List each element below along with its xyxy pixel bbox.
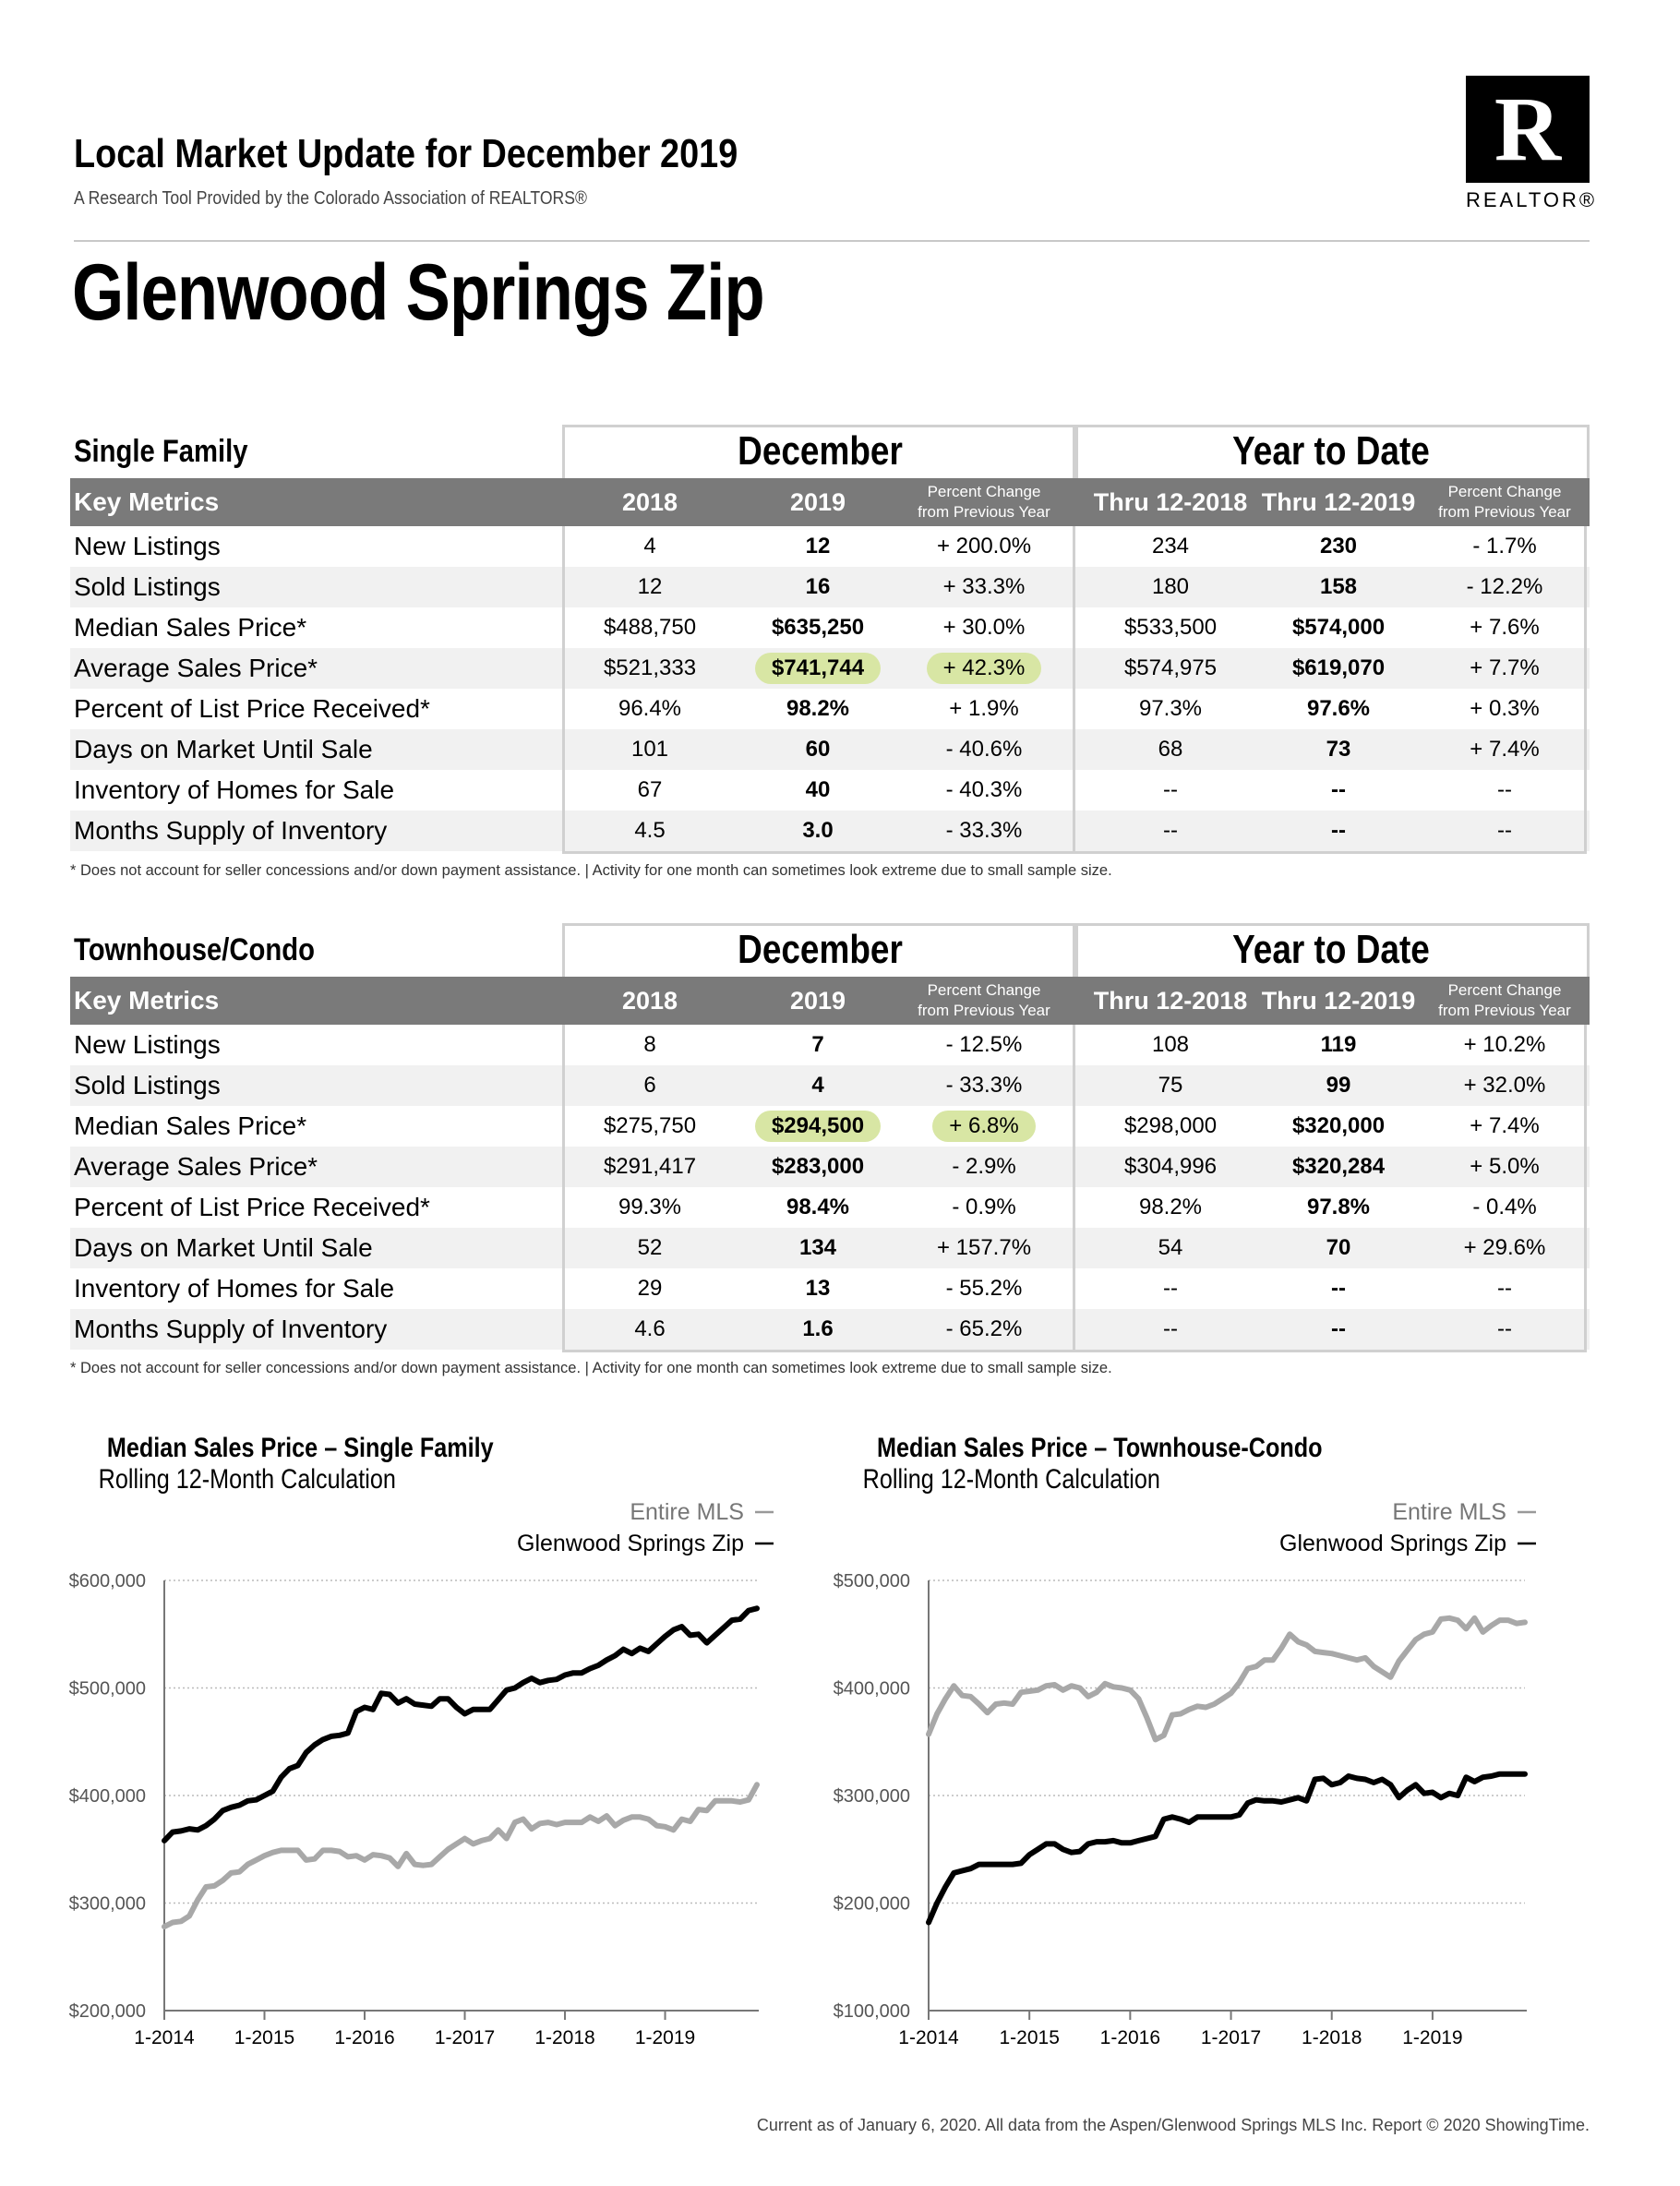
table-bottom-border xyxy=(562,851,1587,854)
table-row xyxy=(70,1309,1590,1350)
metric-value-m2019: 13 xyxy=(805,1276,831,1301)
metric-value-ypct: - 0.4% xyxy=(1472,1195,1537,1219)
realtor-logo-box xyxy=(1466,76,1590,183)
metric-value-y2019: 158 xyxy=(1319,574,1358,599)
metric-value-mpct: - 0.9% xyxy=(952,1195,1016,1219)
metric-value-m2019: 98.4% xyxy=(786,1195,850,1219)
table-row xyxy=(70,1268,1590,1309)
table-row xyxy=(70,729,1590,770)
header-pct-line1: Percent Change xyxy=(1447,483,1562,500)
metric-value-m2019: 40 xyxy=(805,777,831,802)
metric-value-m2019: 60 xyxy=(805,737,831,762)
y-tick-label: $400,000 xyxy=(68,1786,146,1807)
metric-value-ypct: + 7.7% xyxy=(1470,655,1540,680)
table-row xyxy=(70,770,1590,811)
metric-value-m2018: 29 xyxy=(637,1276,663,1301)
metric-value-ypct: + 32.0% xyxy=(1463,1073,1546,1098)
table-divider xyxy=(1073,1025,1075,1350)
metric-value-m2018: 8 xyxy=(643,1032,656,1057)
metric-value-m2019: 4 xyxy=(811,1073,824,1098)
y-tick-label: $200,000 xyxy=(68,2001,146,2022)
y-tick-label: $300,000 xyxy=(68,1893,146,1915)
series-line-entire-mls xyxy=(929,1618,1525,1740)
metric-value-y2018: $298,000 xyxy=(1123,1113,1218,1138)
metric-value-m2018: 67 xyxy=(637,777,663,802)
metric-value-y2019: $574,000 xyxy=(1291,615,1386,640)
metric-value-y2019: 97.6% xyxy=(1306,696,1371,721)
metric-value-m2019: $283,000 xyxy=(771,1154,865,1179)
y-tick-label: $500,000 xyxy=(68,1678,146,1700)
metric-value-y2019: $619,070 xyxy=(1291,655,1386,680)
metric-value-m2018: 52 xyxy=(637,1235,663,1260)
metric-value-m2018: 12 xyxy=(637,574,663,599)
header-pct-change-ytd xyxy=(1412,980,1597,1028)
metric-value-ypct: + 7.6% xyxy=(1470,615,1540,640)
table-divider xyxy=(562,1025,565,1350)
metric-value-m2018: 99.3% xyxy=(618,1195,682,1219)
metric-value-y2019: 119 xyxy=(1320,1032,1357,1057)
metric-value-m2019: 134 xyxy=(798,1235,837,1260)
metric-value-y2018: 68 xyxy=(1158,737,1183,762)
metric-label: Median Sales Price* xyxy=(74,613,307,642)
metric-value-y2019: 70 xyxy=(1326,1235,1351,1260)
metric-label: Months Supply of Inventory xyxy=(74,816,388,845)
metric-value-ypct: - 12.2% xyxy=(1466,574,1543,599)
metric-value-y2018: -- xyxy=(1163,1276,1178,1301)
metric-value-m2019: $635,250 xyxy=(771,615,865,640)
metric-value-ypct: + 29.6% xyxy=(1463,1235,1546,1260)
metric-value-mpct xyxy=(892,1106,1076,1147)
footer-note: Current as of January 6, 2020. All data from the Aspen/Glenwood Springs MLS Inc. Report © 2020 ShowingTime. xyxy=(756,2116,1590,2134)
report-subtitle: A Research Tool Provided by the Colorado Association of REALTORS® xyxy=(74,188,587,209)
table-row xyxy=(70,607,1590,648)
metric-label: Percent of List Price Received* xyxy=(74,694,430,723)
metric-value-y2018: -- xyxy=(1163,1316,1178,1341)
table-row xyxy=(70,1025,1590,1065)
legend-label: Entire MLS xyxy=(630,1499,744,1525)
footnote-single-family: * Does not account for seller concessions and/or down payment assistance. | Activity for one month can sometimes look extreme due to small sample size. xyxy=(70,862,1112,879)
metric-value-y2018: 98.2% xyxy=(1138,1195,1203,1219)
metric-value-y2018: 180 xyxy=(1151,574,1190,599)
header-pct-change-month xyxy=(892,980,1076,1028)
highlighted-value: + 42.3% xyxy=(927,653,1042,684)
header-pct-line2: from Previous Year xyxy=(918,503,1050,521)
metric-value-ypct: -- xyxy=(1497,777,1512,802)
group-label-month: December xyxy=(738,927,903,972)
chart-title-townhouse: Median Sales Price – Townhouse-Condo xyxy=(876,1433,1323,1463)
x-tick-label: 1-2019 xyxy=(1402,2027,1463,2048)
table-divider xyxy=(1073,526,1075,851)
metric-value-mpct: - 33.3% xyxy=(945,818,1023,843)
metric-value-y2018: 75 xyxy=(1158,1073,1183,1098)
y-tick-label: $400,000 xyxy=(833,1678,910,1700)
y-tick-label: $300,000 xyxy=(833,1786,910,1807)
metric-value-y2019: 230 xyxy=(1319,534,1358,559)
header-thru-2018: Thru 12-2018 xyxy=(1093,987,1248,1015)
metric-value-m2019 xyxy=(726,1106,910,1147)
metric-value-y2019: 99 xyxy=(1326,1073,1351,1098)
series-line-zip xyxy=(164,1608,757,1841)
metric-value-y2019: -- xyxy=(1331,777,1346,802)
table-row xyxy=(70,526,1590,567)
metric-value-y2019: $320,284 xyxy=(1291,1154,1386,1179)
metric-value-m2018: $488,750 xyxy=(603,615,697,640)
metric-value-m2019: 3.0 xyxy=(802,818,834,843)
highlighted-value: $294,500 xyxy=(755,1111,881,1142)
footnote-townhouse: * Does not account for seller concessions and/or down payment assistance. | Activity for one month can sometimes look extreme due to small sample size. xyxy=(70,1360,1112,1376)
metric-value-ypct: + 0.3% xyxy=(1470,696,1540,721)
y-tick-label: $100,000 xyxy=(833,2001,910,2022)
metric-value-mpct: - 40.6% xyxy=(945,737,1023,762)
x-tick-label: 1-2015 xyxy=(999,2027,1060,2048)
header-pct-line2: from Previous Year xyxy=(1438,503,1571,521)
metric-value-m2019: 1.6 xyxy=(802,1316,834,1341)
table-row xyxy=(70,648,1590,689)
metric-value-y2019: -- xyxy=(1331,1276,1346,1301)
table-header-row xyxy=(70,478,1590,526)
metric-value-y2019: $320,000 xyxy=(1291,1113,1386,1138)
section-name: Townhouse/Condo xyxy=(74,932,315,967)
series-line-zip xyxy=(929,1774,1525,1923)
table-row xyxy=(70,689,1590,729)
metric-value-mpct: + 1.9% xyxy=(949,696,1019,721)
metric-value-ypct: -- xyxy=(1497,818,1512,843)
metric-value-ypct: + 5.0% xyxy=(1470,1154,1540,1179)
metric-value-mpct: + 30.0% xyxy=(942,615,1026,640)
metric-value-mpct: - 2.9% xyxy=(952,1154,1016,1179)
table-divider xyxy=(562,526,565,851)
metric-value-y2018: 234 xyxy=(1151,534,1190,559)
header-2018: 2018 xyxy=(621,987,678,1015)
metric-value-y2018: $533,500 xyxy=(1123,615,1218,640)
x-tick-label: 1-2019 xyxy=(634,2027,696,2048)
table-single-family xyxy=(70,425,1590,857)
x-tick-label: 1-2016 xyxy=(334,2027,395,2048)
group-label-ytd: Year to Date xyxy=(1232,927,1430,972)
realtor-logo-r: R xyxy=(1494,78,1562,180)
series-line-entire-mls xyxy=(164,1784,757,1927)
metric-value-m2019: 7 xyxy=(811,1032,824,1057)
metric-value-mpct: - 65.2% xyxy=(945,1316,1023,1341)
table-row xyxy=(70,1147,1590,1187)
table-row xyxy=(70,567,1590,607)
table-bottom-border xyxy=(562,1350,1587,1352)
metric-label: Median Sales Price* xyxy=(74,1111,307,1140)
metric-value-ypct: - 1.7% xyxy=(1472,534,1537,559)
metric-label: New Listings xyxy=(74,1030,221,1059)
header-pct-line1: Percent Change xyxy=(927,483,1041,500)
legend-label: Glenwood Springs Zip xyxy=(1279,1531,1506,1556)
table-row xyxy=(70,1065,1590,1106)
metric-value-m2018: $291,417 xyxy=(603,1154,697,1179)
metric-value-m2018: 96.4% xyxy=(618,696,682,721)
header-2019: 2019 xyxy=(789,488,846,516)
metric-label: Sold Listings xyxy=(74,1071,221,1099)
header-pct-line1: Percent Change xyxy=(1447,981,1562,999)
header-pct-line2: from Previous Year xyxy=(918,1002,1050,1019)
x-tick-label: 1-2016 xyxy=(1099,2027,1161,2048)
chart-subtitle-single-family: Rolling 12-Month Calculation xyxy=(98,1464,396,1495)
header-key-metrics: Key Metrics xyxy=(74,986,220,1015)
header-2019: 2019 xyxy=(789,987,846,1015)
metric-value-m2019: 12 xyxy=(805,534,831,559)
y-tick-label: $500,000 xyxy=(833,1571,910,1591)
table-row xyxy=(70,1187,1590,1228)
metric-label: Percent of List Price Received* xyxy=(74,1193,430,1221)
metric-value-ypct: + 10.2% xyxy=(1463,1032,1546,1057)
metric-value-ypct: + 7.4% xyxy=(1470,737,1540,762)
metric-value-mpct: + 200.0% xyxy=(936,534,1032,559)
table-row xyxy=(70,1228,1590,1268)
metric-label: Months Supply of Inventory xyxy=(74,1315,388,1343)
metric-value-y2019: 97.8% xyxy=(1306,1195,1371,1219)
header-thru-2018: Thru 12-2018 xyxy=(1093,488,1248,516)
metric-label: Sold Listings xyxy=(74,572,221,601)
x-tick-label: 1-2014 xyxy=(134,2027,195,2048)
report-title: Local Market Update for December 2019 xyxy=(74,131,738,176)
page-title: Glenwood Springs Zip xyxy=(72,248,764,337)
metric-label: Inventory of Homes for Sale xyxy=(74,1274,395,1303)
metric-label: Days on Market Until Sale xyxy=(74,735,373,763)
metric-value-y2018: 54 xyxy=(1158,1235,1183,1260)
metric-value-mpct: - 40.3% xyxy=(945,777,1023,802)
x-tick-label: 1-2015 xyxy=(234,2027,295,2048)
metric-value-y2018: -- xyxy=(1163,777,1178,802)
metric-value-m2018: $521,333 xyxy=(603,655,697,680)
metric-value-y2018: $304,996 xyxy=(1123,1154,1218,1179)
metric-value-m2019: 16 xyxy=(805,574,831,599)
metric-value-y2018: 108 xyxy=(1151,1032,1190,1057)
metric-label: Average Sales Price* xyxy=(74,654,318,682)
metric-value-ypct: -- xyxy=(1497,1276,1512,1301)
metric-value-m2018: 101 xyxy=(630,737,669,762)
x-tick-label: 1-2017 xyxy=(434,2027,496,2048)
metric-value-m2018: 4 xyxy=(643,534,656,559)
header-pct-line2: from Previous Year xyxy=(1438,1002,1571,1019)
header-pct-change-ytd xyxy=(1412,482,1597,530)
table-row xyxy=(70,811,1590,851)
chart-subtitle-townhouse: Rolling 12-Month Calculation xyxy=(862,1464,1160,1495)
header-thru-2019: Thru 12-2019 xyxy=(1261,987,1416,1015)
metric-value-mpct: + 33.3% xyxy=(942,574,1026,599)
section-name: Single Family xyxy=(74,434,248,469)
chart-title-single-family: Median Sales Price – Single Family xyxy=(106,1433,494,1463)
header-2018: 2018 xyxy=(621,488,678,516)
y-tick-label: $200,000 xyxy=(833,1893,910,1915)
table-header-row xyxy=(70,977,1590,1025)
table-row xyxy=(70,1106,1590,1147)
metric-label: Inventory of Homes for Sale xyxy=(74,775,395,804)
metric-value-m2019 xyxy=(726,648,910,689)
metric-value-y2019: 73 xyxy=(1326,737,1351,762)
header-key-metrics: Key Metrics xyxy=(74,487,220,516)
header-pct-line1: Percent Change xyxy=(927,981,1041,999)
metric-value-mpct: - 12.5% xyxy=(945,1032,1023,1057)
metric-value-mpct: - 33.3% xyxy=(945,1073,1023,1098)
highlighted-value: $741,744 xyxy=(755,653,881,684)
metric-value-ypct: -- xyxy=(1497,1316,1512,1341)
metric-value-mpct: + 157.7% xyxy=(936,1235,1032,1260)
table-divider xyxy=(1584,1025,1587,1350)
metric-value-m2018: 4.5 xyxy=(634,818,666,843)
metric-value-y2019: -- xyxy=(1331,1316,1346,1341)
group-label-month: December xyxy=(738,428,903,474)
header-thru-2019: Thru 12-2019 xyxy=(1261,488,1416,516)
legend-label: Entire MLS xyxy=(1392,1499,1506,1525)
metric-value-mpct: - 55.2% xyxy=(945,1276,1023,1301)
realtor-logo xyxy=(1466,76,1598,214)
metric-value-mpct xyxy=(892,648,1076,689)
metric-value-m2018: $275,750 xyxy=(603,1113,697,1138)
metric-value-m2018: 4.6 xyxy=(634,1316,666,1341)
x-tick-label: 1-2017 xyxy=(1200,2027,1262,2048)
metric-value-m2019: 98.2% xyxy=(786,696,850,721)
metric-value-ypct: + 7.4% xyxy=(1470,1113,1540,1138)
metric-value-y2019: -- xyxy=(1331,818,1346,843)
metric-value-y2018: 97.3% xyxy=(1138,696,1203,721)
header-pct-change-month xyxy=(892,482,1076,530)
table-divider xyxy=(1584,526,1587,851)
x-tick-label: 1-2018 xyxy=(534,2027,595,2048)
metric-label: Average Sales Price* xyxy=(74,1152,318,1181)
x-tick-label: 1-2014 xyxy=(898,2027,959,2048)
metric-value-m2018: 6 xyxy=(643,1073,656,1098)
metric-label: New Listings xyxy=(74,532,221,560)
realtor-logo-text: REALTOR® xyxy=(1466,188,1598,211)
x-tick-label: 1-2018 xyxy=(1302,2027,1362,2048)
header-divider xyxy=(74,240,1590,242)
metric-label: Days on Market Until Sale xyxy=(74,1233,373,1262)
metric-value-y2018: -- xyxy=(1163,818,1178,843)
legend-label: Glenwood Springs Zip xyxy=(517,1531,744,1556)
y-tick-label: $600,000 xyxy=(68,1571,146,1591)
table-townhouse xyxy=(70,923,1590,1355)
metric-value-y2018: $574,975 xyxy=(1123,655,1218,680)
highlighted-value: + 6.8% xyxy=(932,1111,1035,1142)
group-label-ytd: Year to Date xyxy=(1232,428,1430,474)
